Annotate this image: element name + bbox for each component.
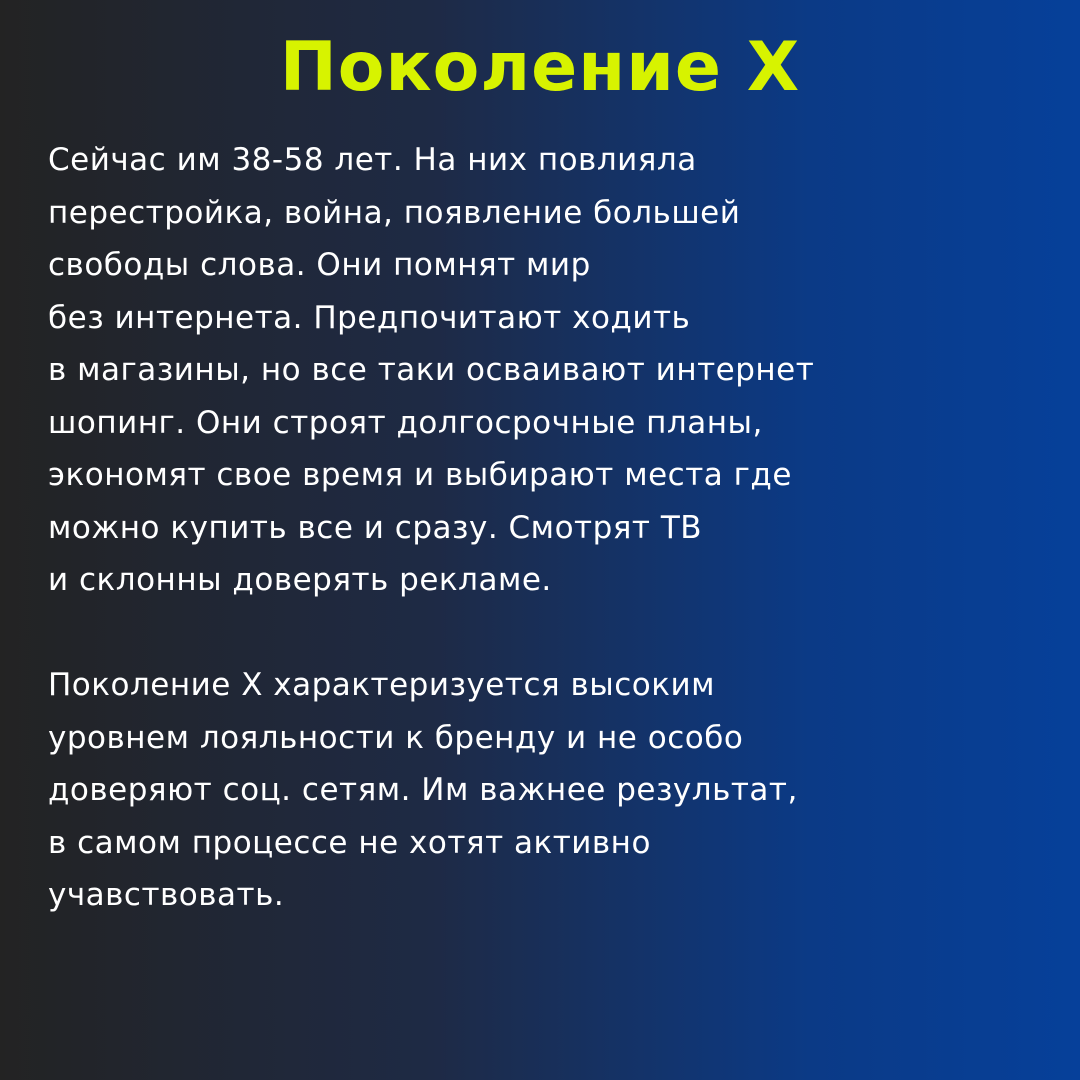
body-text	[48, 134, 1032, 922]
text-line: можно купить все и сразу. Смотрят ТВ	[48, 509, 703, 546]
text-line: шопинг. Они строят долгосрочные планы,	[48, 404, 763, 441]
text-line: свободы слова. Они помнят мир	[48, 247, 591, 283]
text-line: экономят свое время и выбирают места где	[48, 457, 792, 493]
text-line: Сейчас им 38-58 лет. На них повлияла	[48, 142, 697, 178]
text-line: перестройка, война, появление большей	[48, 194, 741, 231]
paragraph-2	[48, 659, 1032, 922]
text-line: и склонны доверять рекламе.	[48, 562, 552, 598]
slide-title: Поколение Х	[279, 28, 801, 107]
text-line: без интернета. Предпочитают ходить	[48, 299, 691, 336]
text-line: учавствовать.	[48, 877, 285, 913]
text-line: в самом процессе не хотят активно	[48, 824, 651, 861]
text-line: в магазины, но все таки осваивают интернет	[48, 352, 815, 388]
text-line: Поколение Х характеризуется высоким	[48, 667, 716, 703]
paragraph-1	[48, 134, 1032, 607]
text-line: доверяют соц. сетям. Им важнее результат,	[48, 772, 798, 808]
paragraph-spacer	[48, 607, 1032, 660]
text-line: уровнем лояльности к бренду и не особо	[48, 719, 744, 756]
